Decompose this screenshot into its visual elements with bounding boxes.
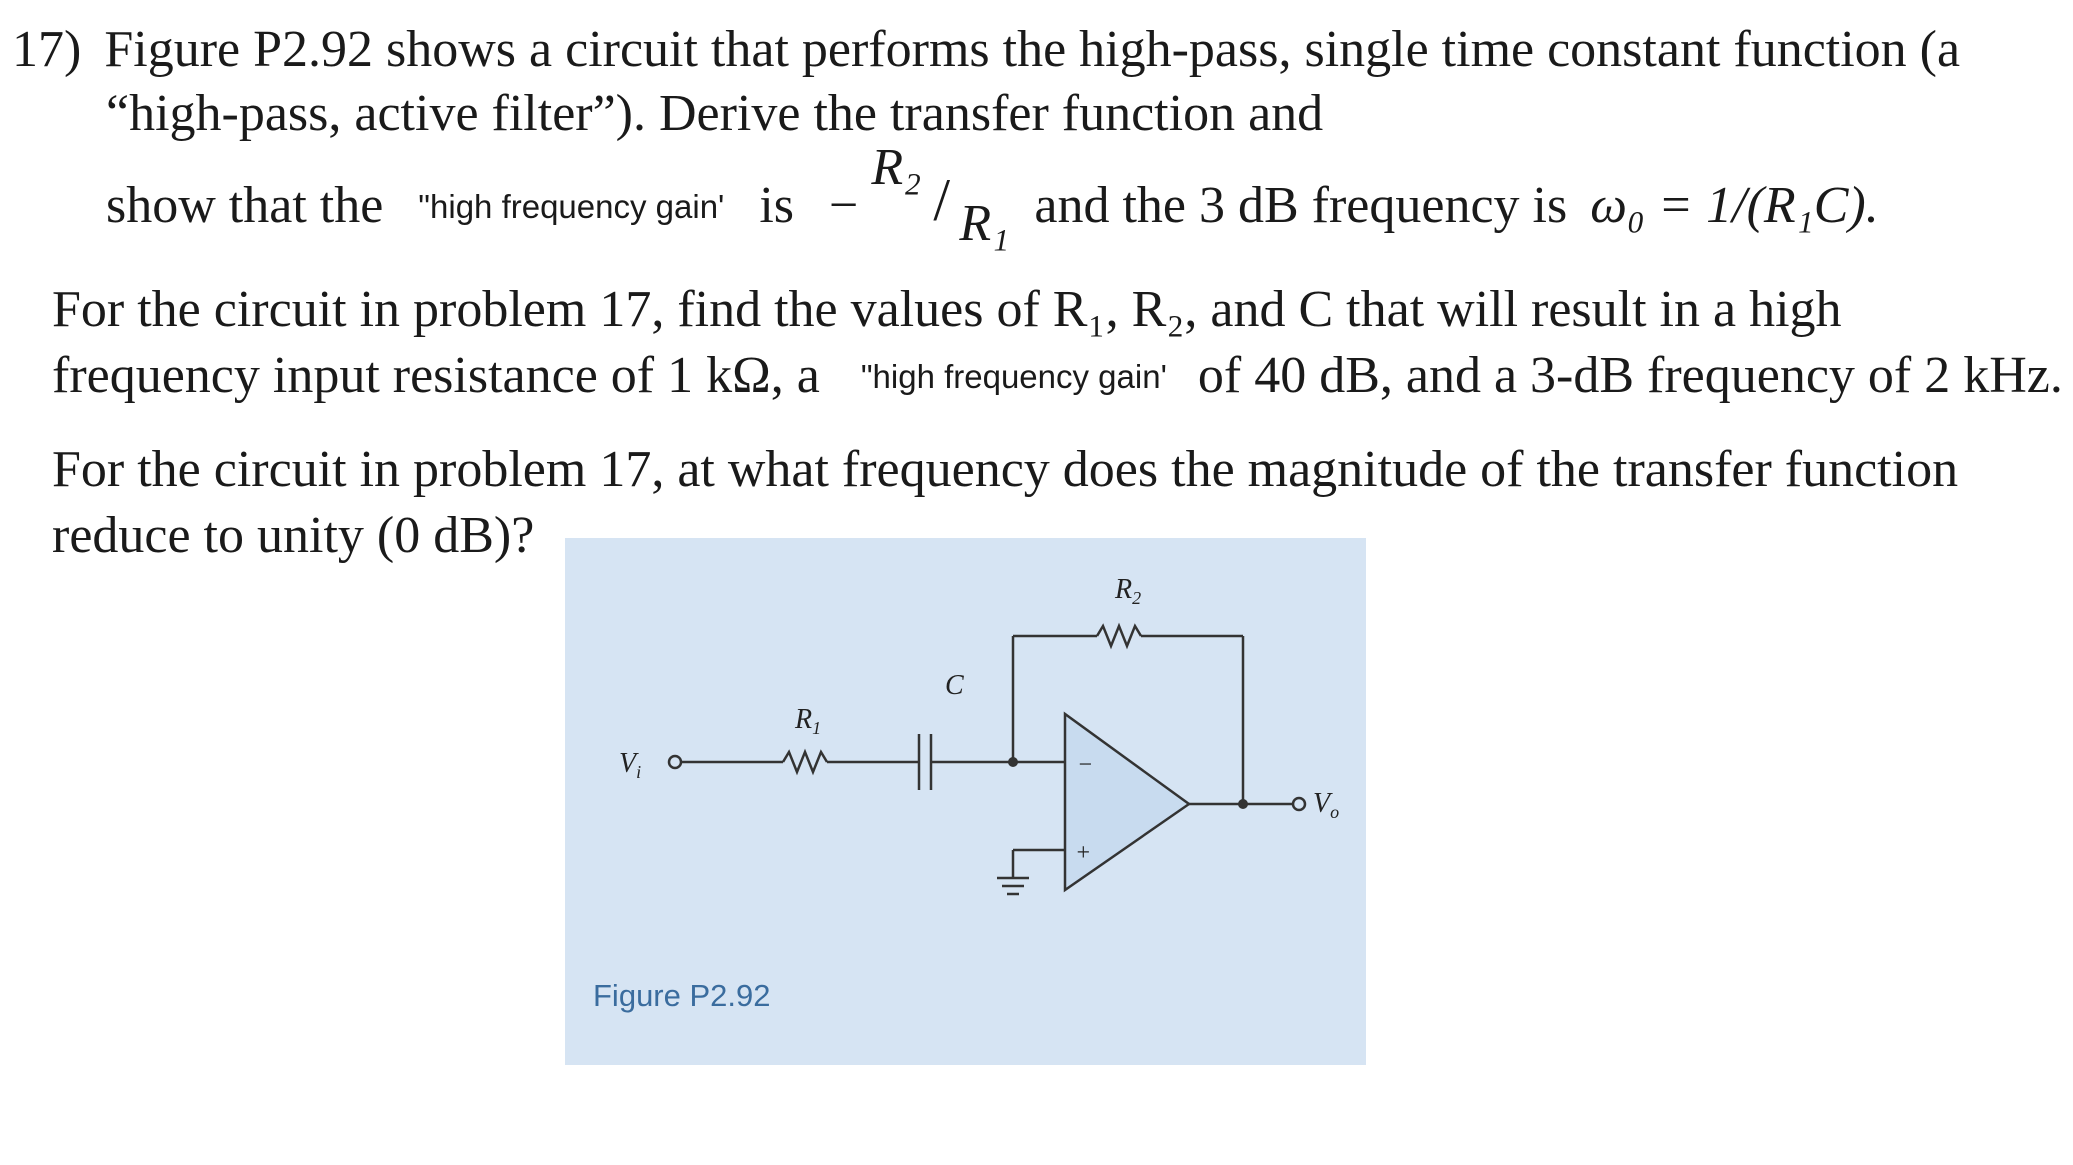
problem-text-2: “high-pass, active filter”). Derive the transfer function and	[106, 85, 1324, 142]
part3-text-1: For the circuit in problem 17, at what frequency does the magnitude of the transfer function	[52, 441, 1959, 498]
problem-number: 17)	[12, 21, 82, 78]
label-vi: $V_i$	[619, 748, 642, 782]
opamp-plus-label: +	[1075, 840, 1092, 866]
fraction-numerator: R₂	[871, 139, 922, 196]
figure-caption: Figure P2.92	[593, 978, 771, 1013]
problem-text-3-mid: and the 3 dB frequency is	[1034, 177, 1568, 234]
problem-17-line-3	[106, 139, 1879, 252]
problem-17-line-2	[106, 84, 1323, 144]
is-word: is	[759, 177, 795, 234]
inverting-node-dot	[1008, 757, 1018, 767]
problem-text-1: Figure P2.92 shows a circuit that performs the high-pass, single time constant function (a	[104, 21, 1961, 78]
gain-fraction	[871, 139, 1021, 252]
label-r2: $R_2$	[1115, 574, 1142, 608]
vi-terminal	[669, 756, 681, 768]
fraction-slash: /	[933, 167, 951, 233]
minus-sign: −	[829, 177, 859, 234]
r2-resistor	[1097, 626, 1141, 646]
label-vo: $V_o$	[1313, 788, 1340, 822]
part3-line-2	[52, 506, 534, 566]
circuit-figure	[565, 538, 1366, 1065]
label-c: C	[945, 670, 964, 701]
part2-text-2-end: of 40 dB, and a 3-dB frequency of 2 kHz.	[1197, 347, 2063, 404]
part3-line-1	[52, 440, 1958, 500]
part2-text-1: For the circuit in problem 17, find the values of R₁, R₂, and C that will result in a high	[52, 281, 1842, 338]
part2-line-2	[52, 346, 2063, 411]
label-r1: $R_1$	[795, 704, 822, 738]
problem-17-line-1	[12, 20, 1960, 80]
fraction-denominator: R₁	[959, 195, 1010, 252]
gain-quote: "high frequency gain'	[418, 188, 725, 225]
problem-text-3-start: show that the	[106, 177, 384, 234]
opamp-minus-label: −	[1077, 752, 1094, 778]
part2-line-1	[52, 280, 1842, 340]
omega-expression: ω₀ = 1/(R₁C).	[1590, 177, 1879, 234]
part2-gain-quote: "high frequency gain'	[860, 358, 1167, 395]
vo-terminal	[1293, 798, 1305, 810]
output-node-dot	[1238, 799, 1248, 809]
r1-resistor	[783, 752, 827, 772]
part3-text-2: reduce to unity (0 dB)?	[52, 507, 535, 564]
part2-text-2-start: frequency input resistance of 1 kΩ, a	[52, 347, 820, 404]
